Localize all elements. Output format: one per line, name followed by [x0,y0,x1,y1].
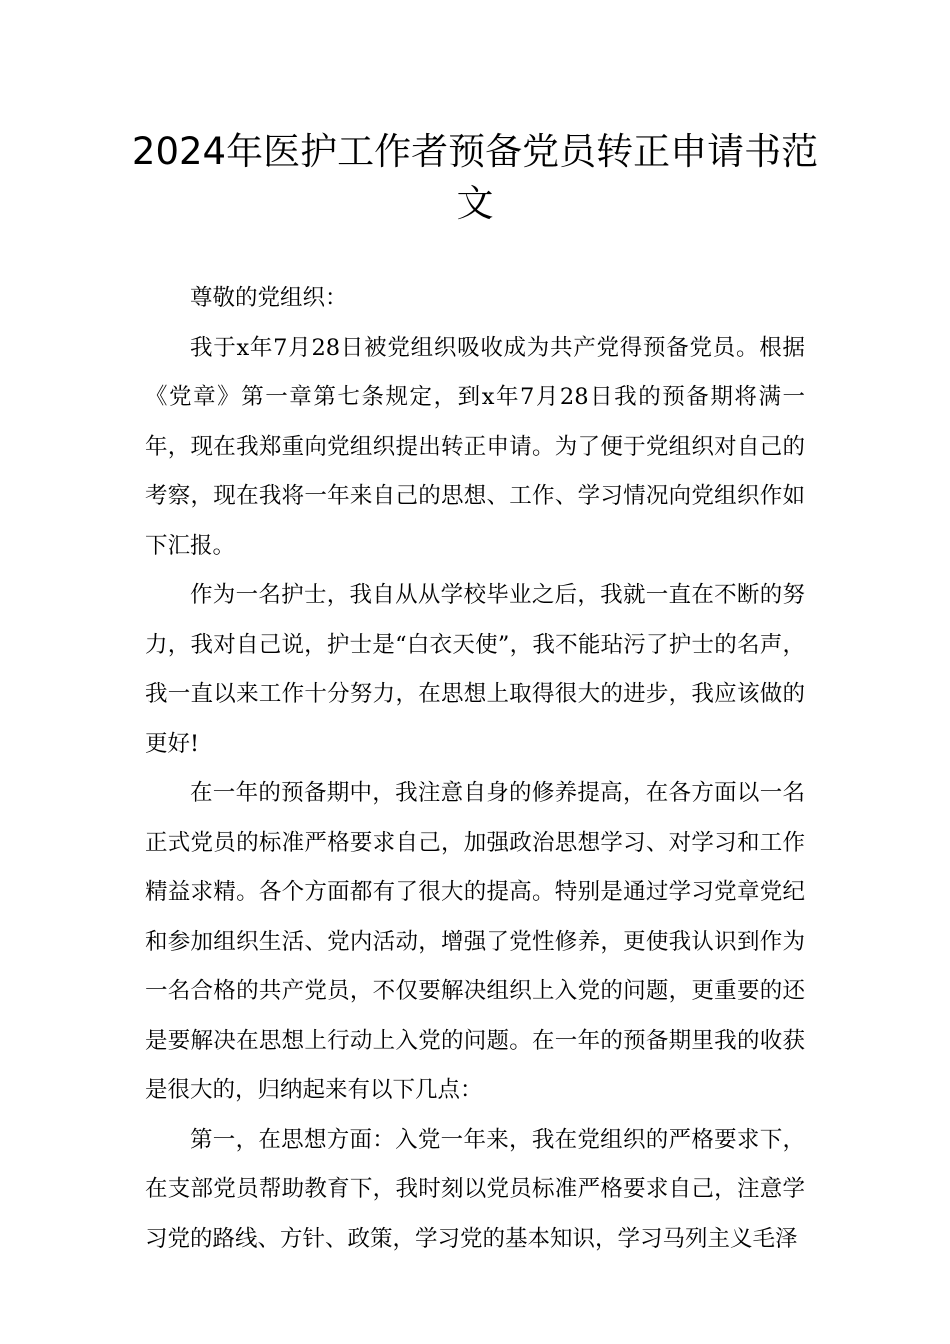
document-body [145,274,805,1264]
paragraph-3: 在一年的预备期中，我注意自身的修养提高，在各方面以一名正式党员的标准严格要求自己，加强政治思想学习、对学习和工作精益求精。各个方面都有了很大的提高。特别是通过学习党章党纪和参加组织生活、党内活动，增强了党性修养，更使我认识到作为一名合格的共产党员，不仅要解决组织上入党的问题，更重要的还是要解决在思想上行动上入党的问题。在一年的预备期里我的收获是很大的，归纳起来有以下几点： [145,780,805,1103]
paragraph-1: 我于x年7月28日被党组织吸收成为共产党得预备党员。根据《党章》第一章第七条规定，到x年7月28日我的预备期将满一年，现在我郑重向党组织提出转正申请。为了便于党组织对自己的考察，现在我将一年来自己的思想、工作、学习情况向党组织作如下汇报。 [145,334,805,559]
document-title: 2024年医护工作者预备党员转正申请书范文 [131,130,819,225]
salutation: 尊敬的党组织： [190,285,348,311]
paragraph-4: 第一，在思想方面：入党一年来，我在党组织的严格要求下，在支部党员帮助教育下，我时刻以党员标准严格要求自己，注意学习党的路线、方针、政策，学习党的基本知识，学习马列主义毛泽 [145,1126,805,1252]
paragraph-2: 作为一名护士，我自从从学校毕业之后，我就一直在不断的努力，我对自己说，护士是“白衣天使”，我不能玷污了护士的名声，我一直以来工作十分努力，在思想上取得很大的进步，我应该做的更好! [145,582,805,757]
